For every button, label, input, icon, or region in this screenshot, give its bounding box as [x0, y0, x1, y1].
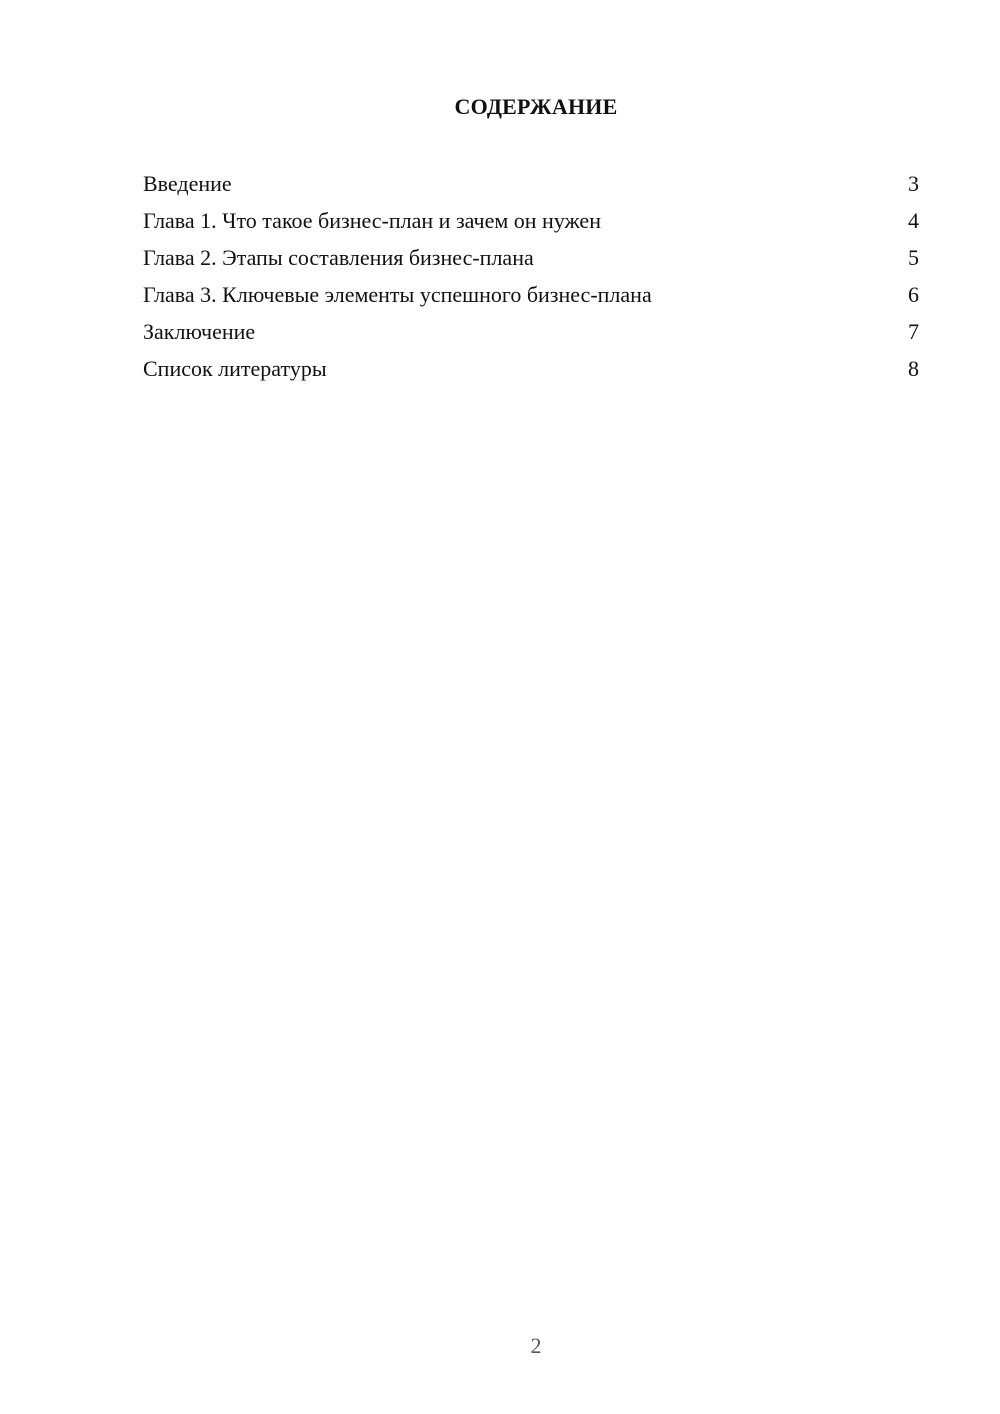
page-number: 2: [530, 1333, 542, 1358]
toc-entry-page: 6: [908, 282, 919, 307]
toc-entry: [143, 169, 919, 206]
toc-entry-page: 4: [908, 208, 919, 233]
toc-title: СОДЕРЖАНИЕ: [454, 94, 618, 119]
toc-entry-label: Глава 1. Что такое бизнес-план и зачем он нужен: [143, 208, 601, 233]
table-of-contents: [143, 169, 919, 391]
toc-entry-page: 3: [908, 171, 919, 196]
toc-entry-page: 5: [908, 245, 919, 270]
toc-entry-label: Введение: [143, 171, 232, 196]
toc-entry: [143, 206, 919, 243]
toc-entry-label: Глава 3. Ключевые элементы успешного бизнес-плана: [143, 282, 652, 307]
toc-entry: [143, 280, 919, 317]
toc-entry-label: Список литературы: [143, 356, 327, 381]
toc-entry-label: Глава 2. Этапы составления бизнес-плана: [143, 245, 534, 270]
toc-entry: [143, 317, 919, 354]
toc-entry-page: 8: [908, 356, 919, 381]
toc-entry: [143, 243, 919, 280]
toc-entry: [143, 354, 919, 391]
toc-entry-page: 7: [908, 319, 919, 344]
toc-entry-label: Заключение: [143, 319, 256, 344]
